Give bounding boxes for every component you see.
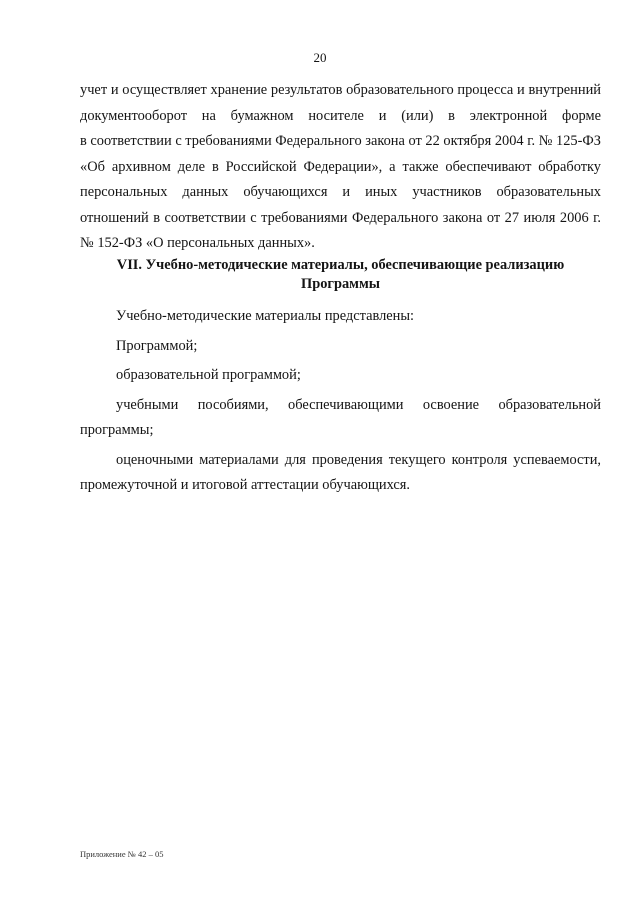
section-heading-line-1: VII. Учебно-методические материалы, обеспечивающие реализацию xyxy=(116,257,565,273)
footer-annotation: Приложение № 42 – 05 xyxy=(80,849,164,859)
paragraph-records-and-personal-data xyxy=(80,78,601,257)
paragraph-line: учет и осуществляет хранение результатов образовательного процесса и внутренний xyxy=(80,82,601,98)
section-heading xyxy=(80,256,601,294)
list-item-assessment-line-2: промежуточной и итоговой аттестации обучающихся. xyxy=(80,477,411,493)
paragraph-line: отношений в соответствии с требованиями Федерального закона от 27 июля 2006 г. xyxy=(80,209,601,226)
materials-list xyxy=(80,304,601,499)
paragraph-line: документооборот на бумажном носителе и (или) в электронной форме xyxy=(80,107,601,124)
list-item-educational-program: образовательной программой; xyxy=(116,367,301,383)
list-item-textbooks-line-1: учебными пособиями, обеспечивающими освоение образовательной xyxy=(116,396,601,413)
materials-intro: Учебно-методические материалы представлены: xyxy=(116,308,415,324)
paragraph-line: № 152-ФЗ «О персональных данных». xyxy=(80,235,315,251)
section-heading-line-2: Программы xyxy=(301,276,380,292)
paragraph-line: в соответствии с требованиями Федерального закона от 22 октября 2004 г. № 125-ФЗ xyxy=(80,133,601,149)
list-item-textbooks-line-2: программы; xyxy=(80,422,154,438)
list-item-assessment-line-1: оценочными материалами для проведения текущего контроля успеваемости, xyxy=(116,451,601,468)
paragraph-line: «Об архивном деле в Российской Федерации», а также обеспечивают обработку xyxy=(80,158,601,175)
list-item-program: Программой; xyxy=(116,337,198,354)
paragraph-line: персональных данных обучающихся и иных участников образовательных xyxy=(80,184,601,200)
page-number: 20 xyxy=(313,50,327,65)
